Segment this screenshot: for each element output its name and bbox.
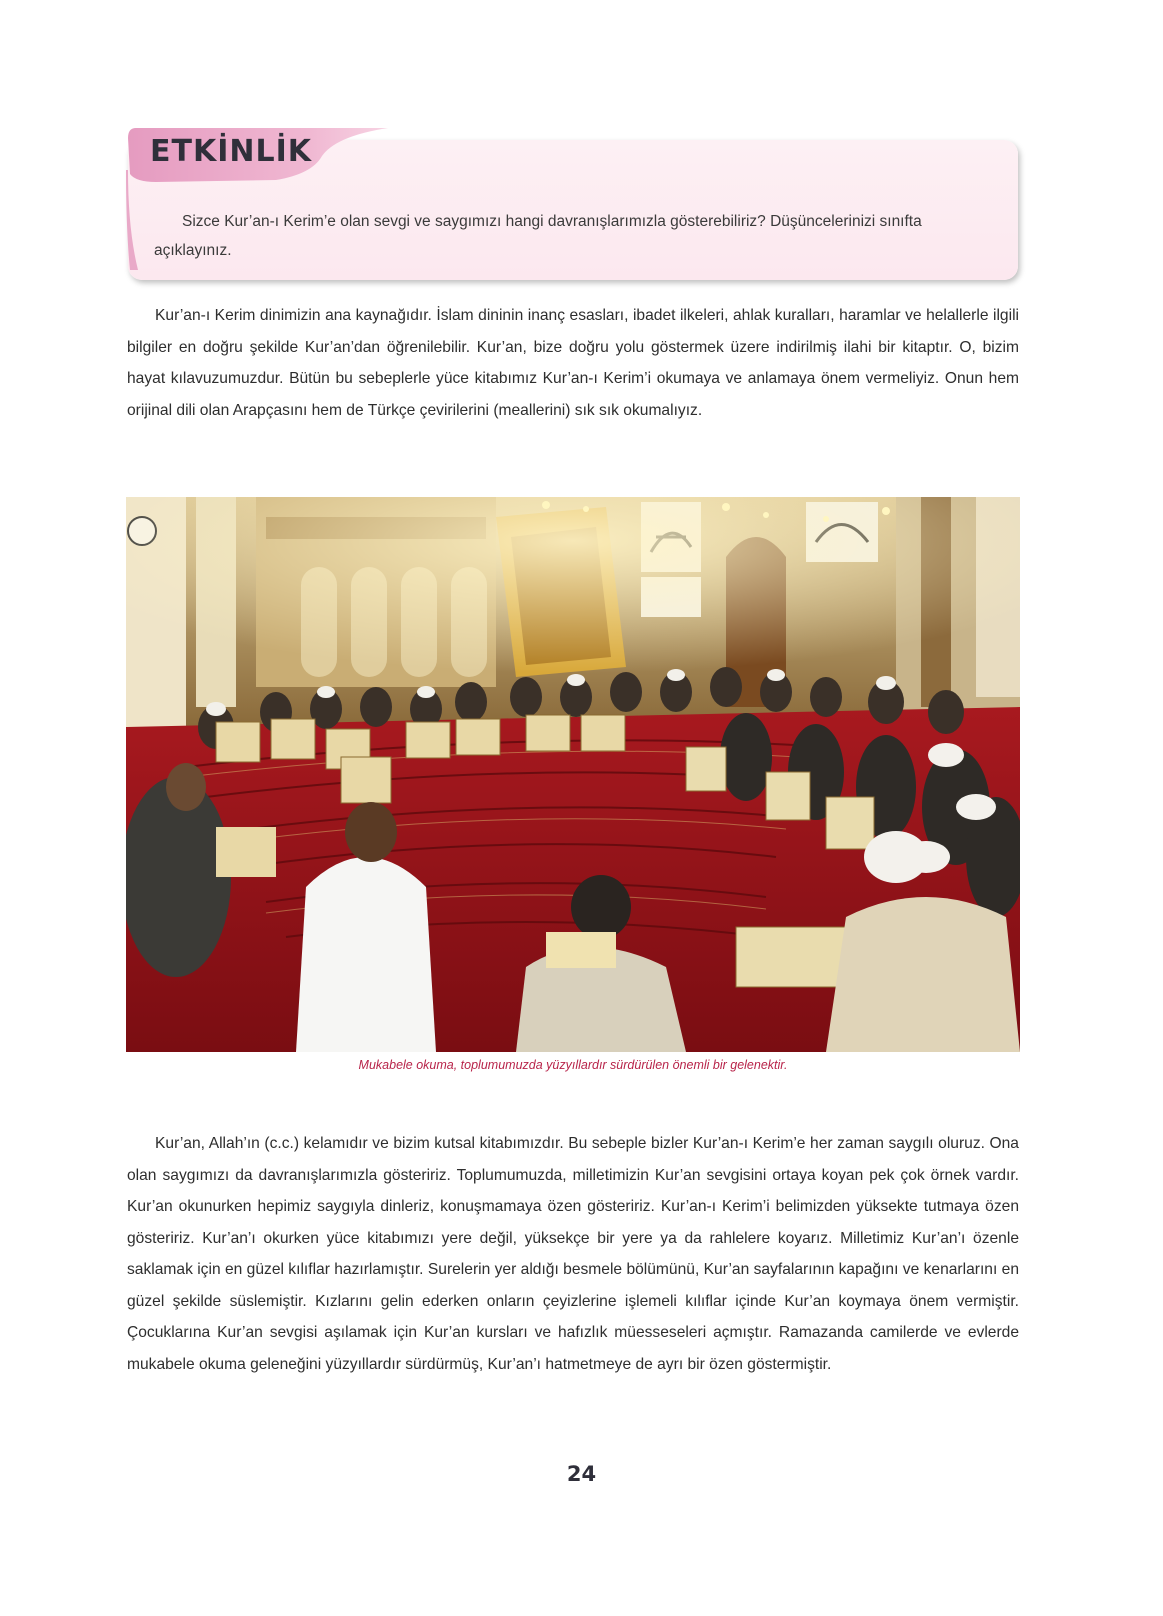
photo-caption: Mukabele okuma, toplumumuzda yüzyıllardır sürdürülen önemli bir gelenektir.: [358, 1058, 788, 1072]
intro-paragraph: Kur’an-ı Kerim dinimizin ana kaynağıdır. İslam dininin inanç esasları, ibadet ilkeleri, ahlak kuralları, haramlar ve helallerle ilgili bilgiler en doğru şekilde Kur’an’dan öğrenilebilir. Kur’an, bize doğru yolu göstermek üzere indirilmiş ilahi bir kitaptır. O, bizim hayat kılavuzumuzdur. Bütün bu sebeplerle yüce kitabımız Kur’an-ı Kerim’i okumaya ve anlamaya önem vermeliyiz. Onun hem orijinal dili olan Arapçasını hem de Türkçe çevirilerini (meallerini) sık sık okumalıyız.: [127, 307, 1019, 419]
mosque-photo: [126, 497, 1020, 1052]
page-number: 24: [566, 1462, 597, 1486]
activity-title: ETKİNLİK: [150, 134, 312, 169]
activity-question: Sizce Kur’an-ı Kerim’e olan sevgi ve saygımızı hangi davranışlarımızla gösterebiliriz? Düşüncelerinizi sınıfta açıklayınız.: [154, 213, 922, 259]
respect-paragraph: Kur’an, Allah’ın (c.c.) kelamıdır ve bizim kutsal kitabımızdır. Bu sebeple bizler Kur’an-ı Kerim’e her zaman saygılı oluruz. Ona olan saygımızı da davranışlarımızla gösteririz. Toplumumuzda, milletimizin Kur’an sevgisini ortaya koyan pek çok örnek vardır. Kur’an okunurken hepimiz saygıyla dinleriz, konuşmamaya özen gösteririz. Kur’an-ı Kerim’i belimizden yüksekte tutmaya özen gösteririz. Kur’an’ı okurken yüce kitabımızı yere değil, yüksekçe bir yere ya da rahlelere koyarız. Milletimiz Kur’an’ı özenle saklamak için en güzel kılıflar hazırlamıştır. Surelerin yer aldığı besmele bölümünü, Kur’an sayfalarının kapağını ve kenarlarını en güzel şekilde süslemiştir. Kızlarını gelin ederken onların çeyizlerine işlemeli kılıflar içinde Kur’an koymaya önem vermiştir. Çocuklarına Kur’an sevgisi aşılamak için Kur’an kursları ve hafızlık müesseseleri açmıştır. Ramazanda camilerde ve evlerde mukabele okuma geleneğini yüzyıllardır sürdürmüş, Kur’an’ı hatmetmeye de ayrı bir özen göstermiştir.: [127, 1135, 1019, 1373]
activity-left-accent: [126, 170, 140, 270]
